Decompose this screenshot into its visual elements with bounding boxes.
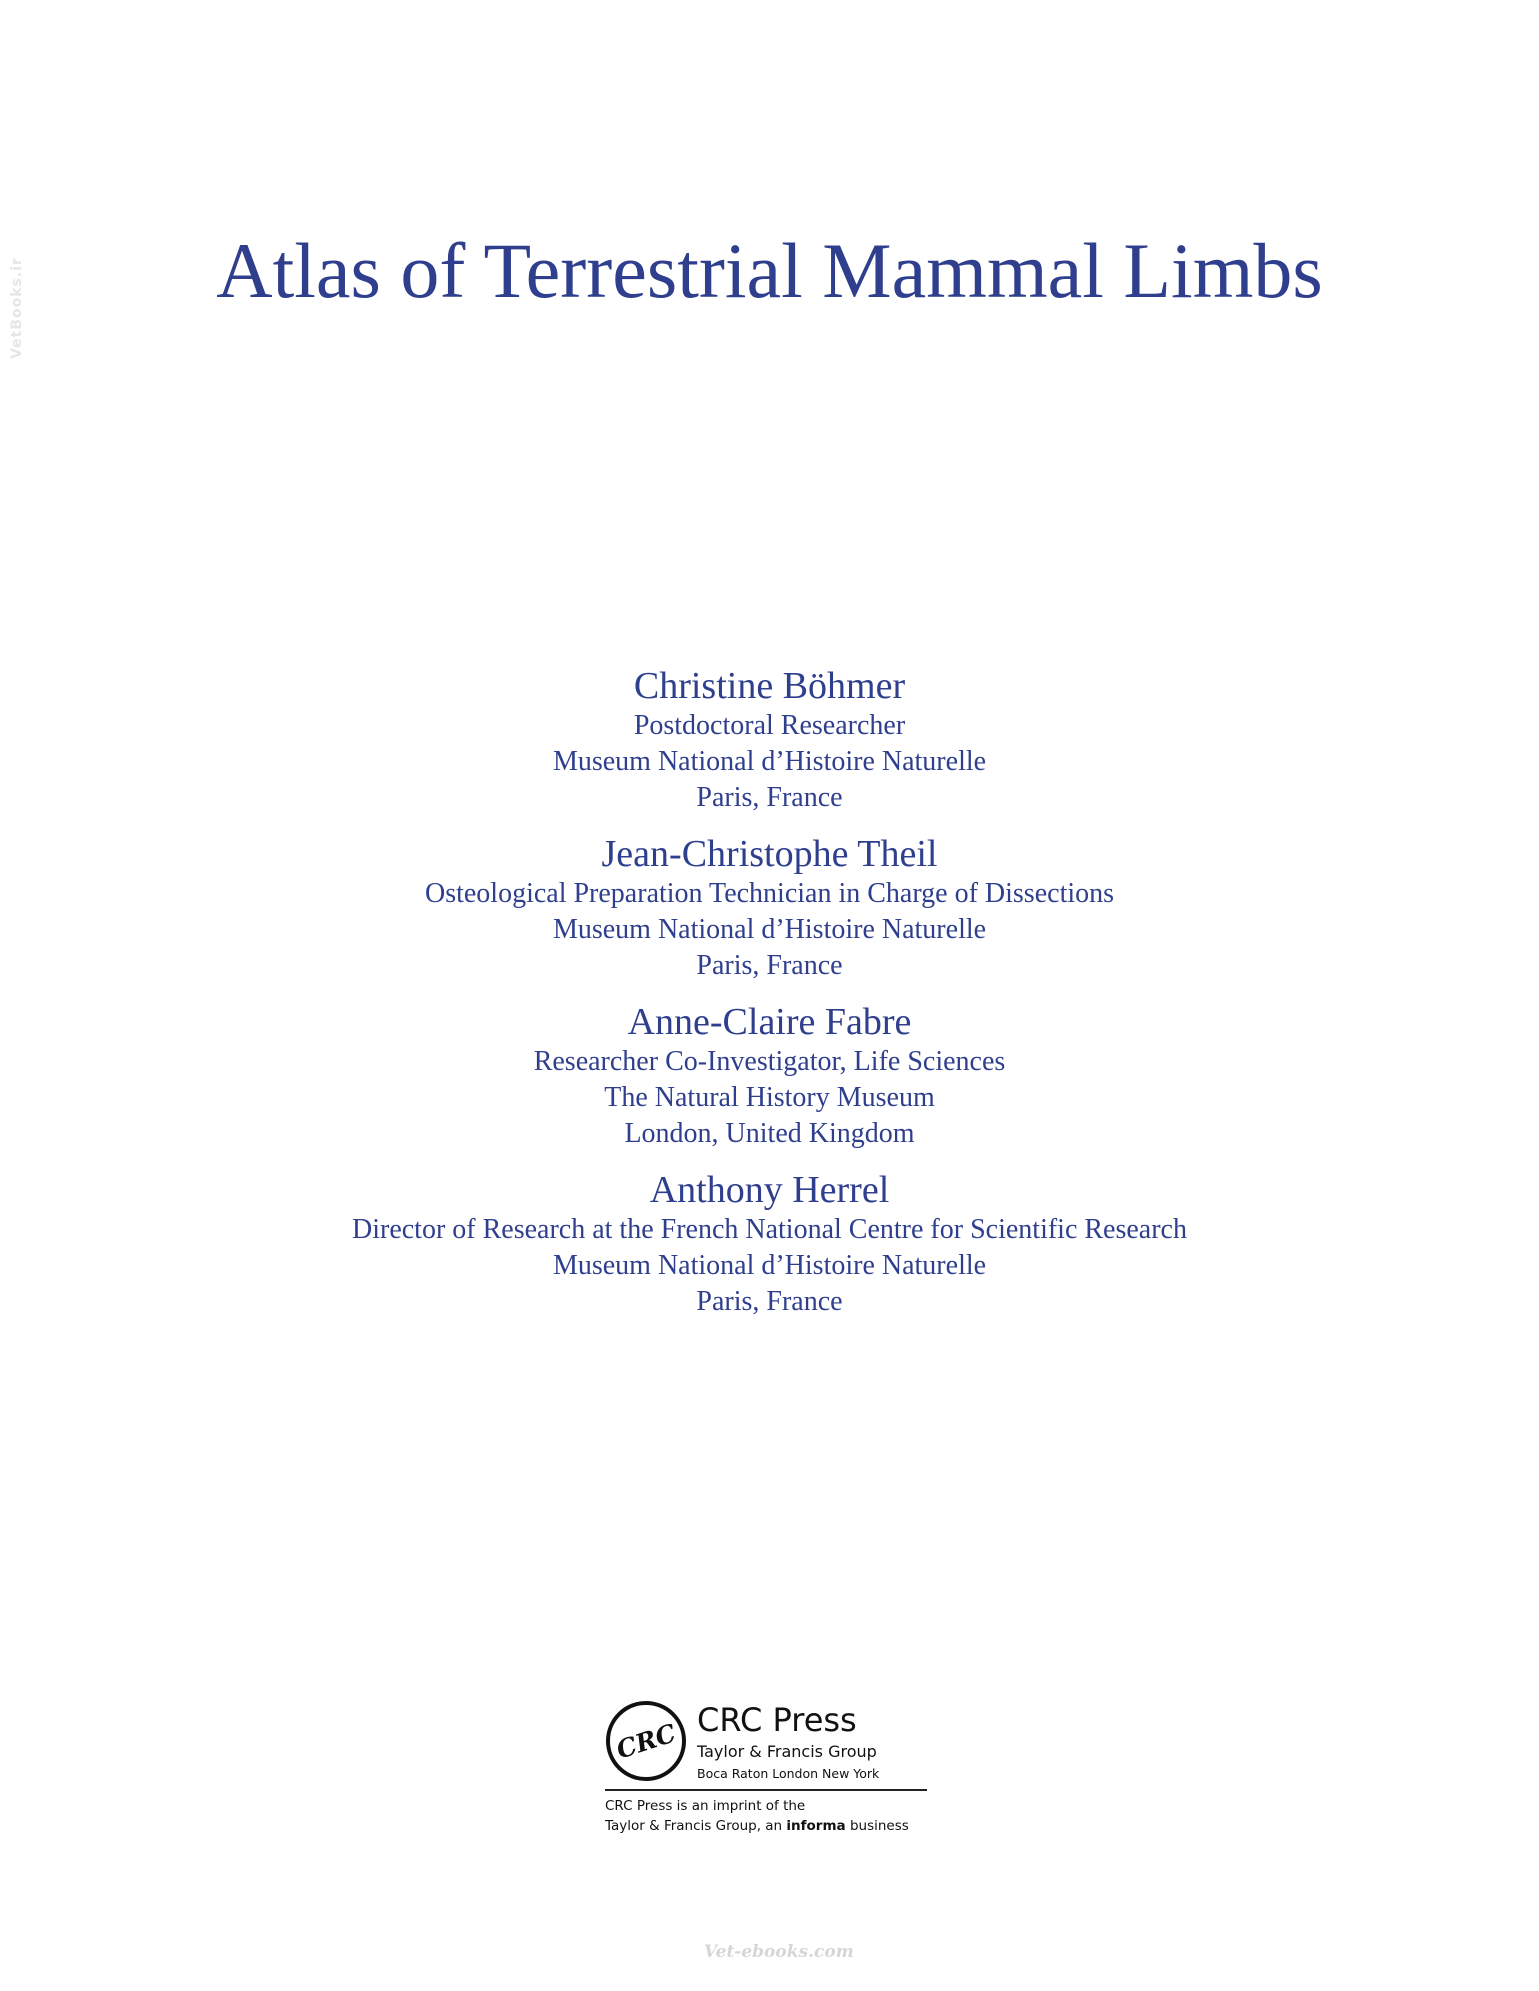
- author-institution: Museum National d’Histoire Naturelle: [552, 1250, 987, 1281]
- publisher-logo: [605, 1700, 935, 1850]
- author-location: Paris, France: [696, 950, 843, 981]
- bottom-watermark: Vet-ebooks.com: [704, 1942, 854, 1962]
- imprint-prefix: Taylor & Francis Group, an: [605, 1818, 783, 1834]
- imprint-line-1: CRC Press is an imprint of the: [605, 1798, 806, 1814]
- crc-emblem-text: CRC: [612, 1718, 680, 1765]
- author-block: [0, 1000, 1539, 1152]
- author-position: Director of Research at the French National Centre for Scientific Research: [352, 1214, 1187, 1245]
- author-list: [0, 664, 1539, 1336]
- author-position: Postdoctoral Researcher: [633, 710, 906, 741]
- publisher-cities: Boca Raton London New York: [697, 1766, 880, 1781]
- author-position: Researcher Co-Investigator, Life Sciences: [533, 1046, 1006, 1077]
- author-block: [0, 832, 1539, 984]
- book-title: Atlas of Terrestrial Mammal Limbs: [216, 227, 1323, 314]
- side-watermark: VetBooks.ir: [8, 257, 25, 359]
- author-institution: The Natural History Museum: [604, 1082, 935, 1113]
- author-location: Paris, France: [696, 1286, 843, 1317]
- publisher-name: CRC Press: [697, 1701, 857, 1739]
- author-name: Anthony Herrel: [649, 1169, 890, 1211]
- author-location: London, United Kingdom: [624, 1118, 915, 1149]
- author-block: [0, 664, 1539, 816]
- author-block: [0, 1168, 1539, 1320]
- author-institution: Museum National d’Histoire Naturelle: [552, 746, 987, 777]
- informa-brand: informa: [786, 1818, 846, 1834]
- publisher-group: Taylor & Francis Group: [697, 1742, 877, 1761]
- author-institution: Museum National d’Histoire Naturelle: [552, 914, 987, 945]
- imprint-line-2: [605, 1818, 909, 1834]
- divider: [605, 1789, 927, 1791]
- imprint-suffix: business: [849, 1818, 909, 1834]
- author-location: Paris, France: [696, 782, 843, 813]
- author-name: Christine Böhmer: [633, 665, 906, 707]
- author-name: Anne-Claire Fabre: [627, 1001, 912, 1043]
- author-position: Osteological Preparation Technician in Charge of Dissections: [424, 878, 1115, 909]
- crc-emblem-icon: [605, 1700, 687, 1782]
- author-name: Jean-Christophe Theil: [601, 833, 938, 875]
